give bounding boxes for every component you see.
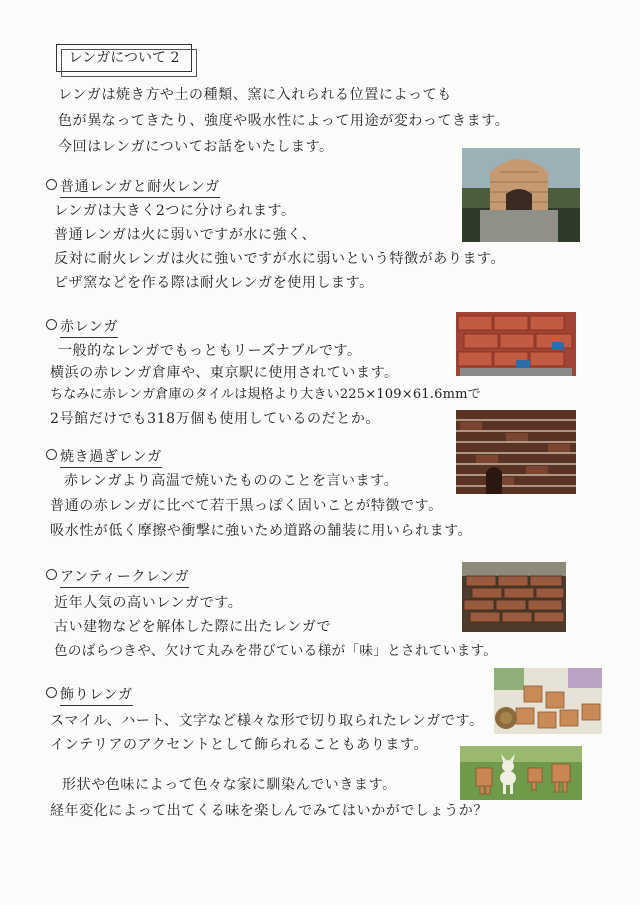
section-5-line-2: インテリアのアクセントとして飾られることもあります。 [50, 737, 429, 753]
section-1-line-2: 普通レンガは火に弱いですが水に強く、 [54, 227, 317, 243]
photo-overburnt-bricks [456, 410, 576, 494]
section-3-line-1: 赤レンガより高温で焼いたもののことを言います。 [64, 473, 399, 489]
closing-line-2: 経年変化によって出てくる味を楽しんでみてはいかがでしょうか？ [50, 803, 488, 819]
section-2-line-1: 一般的なレンガでもっともリーズナブルです。 [58, 343, 362, 359]
intro-line-1: レンガは焼き方や土の種類、窯に入れられる位置によっても [58, 87, 452, 103]
section-heading-antique: アンティークレンガ [46, 568, 189, 586]
section-heading-yakisugi: 焼き過ぎレンガ [46, 448, 162, 466]
section-heading-aka: 赤レンガ [46, 318, 118, 336]
intro-line-2: 色が異なってきたり、強度や吸水性によって用途が変わってきます。 [58, 113, 510, 129]
closing-line-1: 形状や色味によって色々な家に馴染んでいきます。 [62, 777, 397, 793]
section-1-line-3: 反対に耐火レンガは火に強いですが水に弱いという特徴があります。 [54, 251, 506, 267]
section-2-line-4: 2号館だけでも318万個も使用しているのだとか。 [50, 411, 381, 427]
section-2-line-3: ちなみに赤レンガ倉庫のタイルは規格より大きい225×109×61.6mmで [50, 387, 481, 402]
section-4-line-1: 近年人気の高いレンガです。 [54, 595, 243, 611]
page-title: レンガについて 2 [56, 44, 192, 72]
photo-dog-bricks [460, 746, 582, 800]
section-1-line-4: ピザ窯などを作る際は耐火レンガを使用します。 [54, 275, 374, 291]
photo-pizza-oven [462, 148, 580, 242]
section-4-line-2: 古い建物などを解体した際に出たレンガで [54, 619, 332, 635]
bullet-icon [46, 179, 57, 190]
section-3-line-2: 普通の赤レンガに比べて若干黒っぽく固いことが特徴です。 [50, 498, 443, 514]
intro-line-3: 今回はレンガについてお話をいたします。 [58, 139, 334, 155]
bullet-icon [46, 687, 57, 698]
section-heading-kazari: 飾りレンガ [46, 686, 133, 704]
bullet-icon [46, 569, 57, 580]
photo-decorative-bricks [494, 668, 602, 734]
section-heading-futsu: 普通レンガと耐火レンガ [46, 178, 220, 196]
bullet-icon [46, 449, 57, 460]
section-3-line-3: 吸水性が低く摩擦や衝撃に強いため道路の舗装に用いられます。 [50, 523, 473, 539]
section-1-line-1: レンガは大きく2つに分けられます。 [54, 203, 296, 219]
section-2-line-2: 横浜の赤レンガ倉庫や、東京駅に使用されています。 [50, 365, 399, 381]
section-5-line-1: スマイル、ハート、文字など様々な形で切り取られたレンガです。 [50, 713, 484, 729]
bullet-icon [46, 319, 57, 330]
photo-antique-bricks [462, 562, 566, 632]
section-4-line-3: 色のばらつきや、欠けて丸みを帯びている様が「味」とされています。 [54, 643, 498, 659]
photo-red-bricks [456, 312, 576, 376]
